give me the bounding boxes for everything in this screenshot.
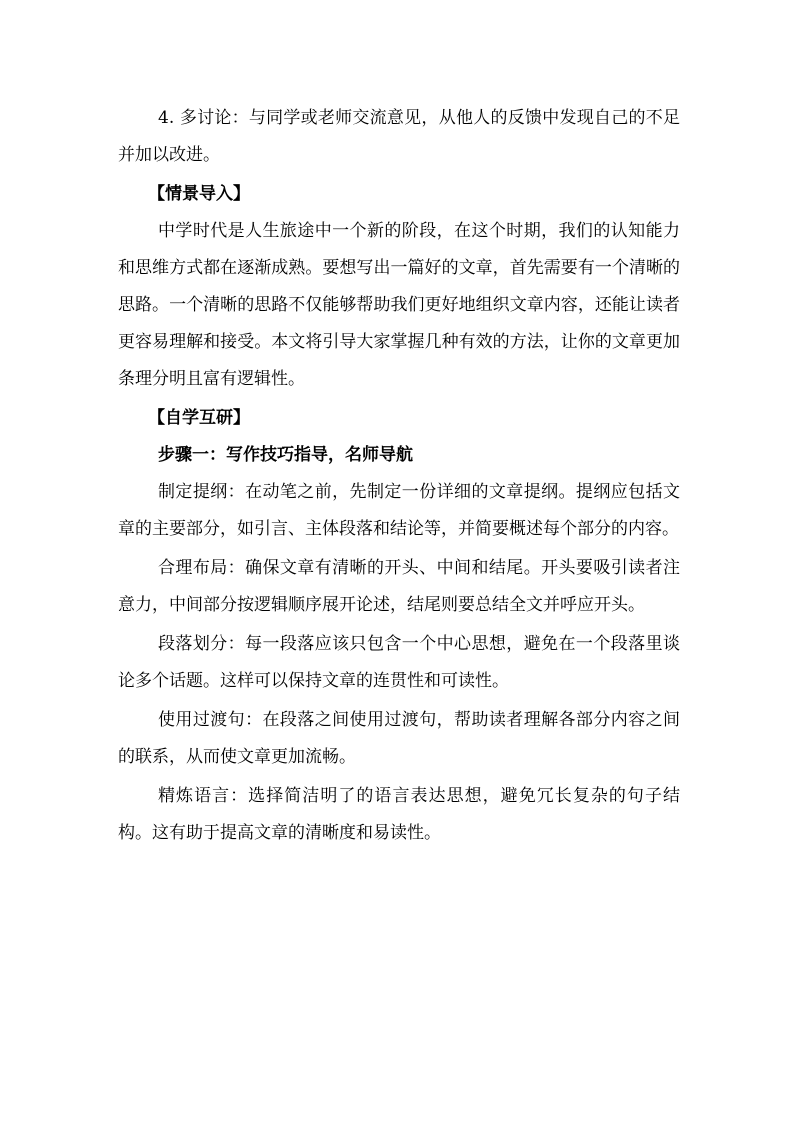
section-title-scene: 【情景导入】 <box>148 184 250 204</box>
step-one-title: 步骤一：写作技巧指导，名师导航 <box>158 445 413 465</box>
tip-language: 精炼语言：选择简洁明了的语言表达思想，避免冗长复杂的句子结构。这有助于提高文章的清晰度和易读性。 <box>118 786 680 843</box>
document-page <box>118 100 680 852</box>
section-title-study: 【自学互研】 <box>148 408 250 428</box>
tip-discuss: 4. 多讨论：与同学或老师交流意见，从他人的反馈中发现自己的不足并加以改进。 <box>118 108 680 165</box>
tip-transitions: 使用过渡句：在段落之间使用过渡句，帮助读者理解各部分内容之间的联系，从而使文章更加流畅。 <box>118 710 680 767</box>
tip-layout: 合理布局：确保文章有清晰的开头、中间和结尾。开头要吸引读者注意力，中间部分按逻辑顺序展开论述，结尾则要总结全文并呼应开头。 <box>118 558 680 615</box>
tip-outline: 制定提纲：在动笔之前，先制定一份详细的文章提纲。提纲应包括文章的主要部分，如引言、主体段落和结论等，并简要概述每个部分的内容。 <box>118 482 680 539</box>
scene-paragraph: 中学时代是人生旅途中一个新的阶段，在这个时期，我们的认知能力和思维方式都在逐渐成熟。要想写出一篇好的文章，首先需要有一个清晰的思路。一个清晰的思路不仅能够帮助我们更好地组织文章内容，还能让读者更容易理解和接受。本文将引导大家掌握几种有效的方法，让你的文章更加条理分明且富有逻辑性。 <box>118 221 680 389</box>
tip-paragraphs: 段落划分：每一段落应该只包含一个中心思想，避免在一个段落里谈论多个话题。这样可以保持文章的连贯性和可读性。 <box>118 634 680 691</box>
